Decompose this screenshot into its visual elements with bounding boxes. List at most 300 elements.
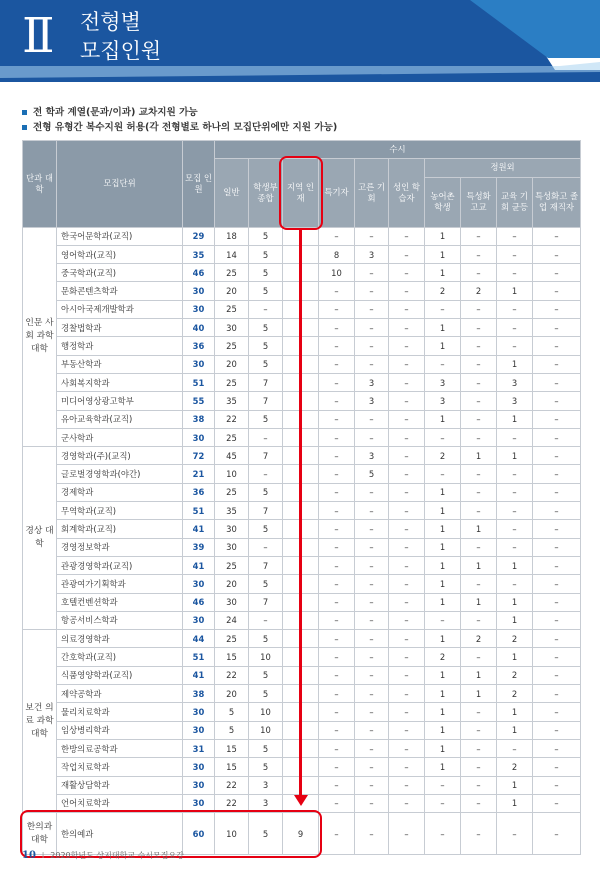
value-cell: – bbox=[533, 264, 581, 282]
value-cell: – bbox=[355, 758, 389, 776]
unit-name: 무역학과(교직) bbox=[57, 502, 183, 520]
value-cell: 5 bbox=[249, 666, 283, 684]
value-cell: – bbox=[461, 355, 497, 373]
unit-name: 문화콘텐츠학과 bbox=[57, 282, 183, 300]
total-cell: 30 bbox=[183, 355, 215, 373]
notes bbox=[22, 105, 337, 135]
value-cell: – bbox=[319, 373, 355, 391]
value-cell: 1 bbox=[497, 721, 533, 739]
value-cell: – bbox=[533, 300, 581, 318]
value-cell: 3 bbox=[249, 794, 283, 812]
value-cell: – bbox=[461, 575, 497, 593]
value-cell: 20 bbox=[215, 282, 249, 300]
value-cell: 5 bbox=[249, 758, 283, 776]
value-cell: 22 bbox=[215, 794, 249, 812]
value-cell: 3 bbox=[355, 373, 389, 391]
note-item: 전형 유형간 복수지원 허용(각 전형별로 하나의 모집단위에만 지원 가능) bbox=[22, 120, 337, 135]
value-cell: – bbox=[533, 611, 581, 629]
value-cell: – bbox=[425, 300, 461, 318]
value-cell: 1 bbox=[425, 575, 461, 593]
value-cell: 3 bbox=[355, 447, 389, 465]
value-cell: – bbox=[461, 611, 497, 629]
value-cell: 5 bbox=[249, 282, 283, 300]
value-cell: – bbox=[461, 337, 497, 355]
value-cell: – bbox=[533, 447, 581, 465]
value-cell: – bbox=[389, 520, 425, 538]
value-cell: – bbox=[461, 428, 497, 446]
value-cell: – bbox=[533, 355, 581, 373]
title-line-1: 전형별 bbox=[80, 10, 141, 34]
value-cell: – bbox=[319, 337, 355, 355]
value-cell: 30 bbox=[215, 593, 249, 611]
value-cell: – bbox=[319, 319, 355, 337]
value-cell: – bbox=[355, 685, 389, 703]
unit-name: 유아교육학과(교직) bbox=[57, 410, 183, 428]
value-cell: – bbox=[355, 648, 389, 666]
value-cell: 3 bbox=[249, 776, 283, 794]
value-cell: 2 bbox=[461, 630, 497, 648]
value-cell: 7 bbox=[249, 373, 283, 391]
value-cell: – bbox=[389, 685, 425, 703]
value-cell: 5 bbox=[249, 575, 283, 593]
value-cell: – bbox=[497, 813, 533, 855]
value-cell: – bbox=[461, 758, 497, 776]
value-cell: 1 bbox=[425, 245, 461, 263]
value-cell: 1 bbox=[425, 337, 461, 355]
unit-name: 임상병리학과 bbox=[57, 721, 183, 739]
unit-name: 경영정보학과 bbox=[57, 538, 183, 556]
header-col-general: 일반 bbox=[215, 159, 249, 227]
value-cell: 1 bbox=[425, 410, 461, 428]
value-cell: 5 bbox=[249, 520, 283, 538]
value-cell: 1 bbox=[425, 556, 461, 574]
unit-name: 사회복지학과 bbox=[57, 373, 183, 391]
header-jeongwonoe: 정원외 bbox=[425, 159, 581, 177]
value-cell: – bbox=[461, 538, 497, 556]
total-cell: 30 bbox=[183, 300, 215, 318]
header-col-holistic: 학생부 종합 bbox=[249, 159, 283, 227]
value-cell: – bbox=[389, 575, 425, 593]
total-cell: 21 bbox=[183, 465, 215, 483]
total-cell: 31 bbox=[183, 739, 215, 757]
value-cell: – bbox=[461, 813, 497, 855]
value-cell: 5 bbox=[249, 739, 283, 757]
value-cell: 5 bbox=[249, 227, 283, 245]
value-cell: 1 bbox=[425, 593, 461, 611]
unit-name: 한방의료공학과 bbox=[57, 739, 183, 757]
value-cell: 1 bbox=[425, 483, 461, 501]
total-cell: 51 bbox=[183, 648, 215, 666]
value-cell: – bbox=[355, 776, 389, 794]
value-cell: – bbox=[389, 337, 425, 355]
value-cell: – bbox=[461, 373, 497, 391]
value-cell: 18 bbox=[215, 227, 249, 245]
value-cell: 35 bbox=[215, 392, 249, 410]
value-cell: – bbox=[249, 611, 283, 629]
value-cell: 3 bbox=[497, 373, 533, 391]
value-cell: – bbox=[497, 245, 533, 263]
value-cell: – bbox=[249, 538, 283, 556]
value-cell: 5 bbox=[249, 355, 283, 373]
header-susi: 수시 bbox=[215, 141, 581, 159]
value-cell: 15 bbox=[215, 758, 249, 776]
value-cell: – bbox=[497, 337, 533, 355]
value-cell: 1 bbox=[425, 227, 461, 245]
value-cell: – bbox=[389, 593, 425, 611]
unit-name: 아시아국제개발학과 bbox=[57, 300, 183, 318]
value-cell: – bbox=[319, 794, 355, 812]
value-cell: 30 bbox=[215, 538, 249, 556]
value-cell: 5 bbox=[249, 630, 283, 648]
value-cell: – bbox=[389, 465, 425, 483]
value-cell: – bbox=[497, 502, 533, 520]
value-cell: – bbox=[497, 428, 533, 446]
total-cell: 72 bbox=[183, 447, 215, 465]
value-cell: 1 bbox=[497, 776, 533, 794]
value-cell: – bbox=[389, 703, 425, 721]
value-cell: – bbox=[319, 813, 355, 855]
total-cell: 35 bbox=[183, 245, 215, 263]
value-cell: 1 bbox=[497, 703, 533, 721]
value-cell: – bbox=[461, 300, 497, 318]
value-cell: – bbox=[319, 355, 355, 373]
value-cell: – bbox=[533, 721, 581, 739]
total-cell: 41 bbox=[183, 666, 215, 684]
value-cell: – bbox=[355, 538, 389, 556]
value-cell: – bbox=[355, 575, 389, 593]
header-col-vocational: 특성화 고교 bbox=[461, 177, 497, 227]
value-cell: 10 bbox=[249, 721, 283, 739]
total-cell: 55 bbox=[183, 392, 215, 410]
value-cell: – bbox=[319, 300, 355, 318]
bullet-square-icon bbox=[22, 125, 27, 130]
value-cell: – bbox=[355, 593, 389, 611]
value-cell: – bbox=[355, 556, 389, 574]
total-cell: 44 bbox=[183, 630, 215, 648]
value-cell: – bbox=[389, 648, 425, 666]
value-cell: 3 bbox=[355, 392, 389, 410]
value-cell: – bbox=[389, 794, 425, 812]
value-cell: 5 bbox=[249, 319, 283, 337]
college-cell: 경상 대학 bbox=[23, 447, 57, 630]
total-cell: 30 bbox=[183, 776, 215, 794]
value-cell: – bbox=[355, 227, 389, 245]
value-cell: – bbox=[533, 428, 581, 446]
value-cell: – bbox=[319, 666, 355, 684]
value-cell: – bbox=[425, 355, 461, 373]
college-cell: 보건 의료 과학 대학 bbox=[23, 630, 57, 813]
unit-name: 한의예과 bbox=[57, 813, 183, 855]
total-cell: 38 bbox=[183, 685, 215, 703]
value-cell: – bbox=[319, 502, 355, 520]
value-cell: – bbox=[425, 794, 461, 812]
value-cell: 1 bbox=[425, 758, 461, 776]
unit-name: 경제학과 bbox=[57, 483, 183, 501]
value-cell: 1 bbox=[461, 556, 497, 574]
value-cell: – bbox=[533, 483, 581, 501]
value-cell: – bbox=[319, 611, 355, 629]
value-cell: 5 bbox=[355, 465, 389, 483]
value-cell: – bbox=[389, 282, 425, 300]
value-cell: – bbox=[497, 227, 533, 245]
value-cell: 1 bbox=[497, 410, 533, 428]
value-cell: 15 bbox=[215, 739, 249, 757]
bullet-square-icon bbox=[22, 110, 27, 115]
value-cell: – bbox=[389, 373, 425, 391]
total-cell: 38 bbox=[183, 410, 215, 428]
value-cell: 22 bbox=[215, 410, 249, 428]
value-cell: 5 bbox=[215, 703, 249, 721]
header-total: 모집 인원 bbox=[183, 141, 215, 228]
total-cell: 51 bbox=[183, 373, 215, 391]
unit-name: 군사학과 bbox=[57, 428, 183, 446]
value-cell: – bbox=[389, 758, 425, 776]
value-cell: – bbox=[389, 447, 425, 465]
header-col-edu-equity: 교육 기회 균등 bbox=[497, 177, 533, 227]
value-cell: – bbox=[497, 264, 533, 282]
value-cell: – bbox=[355, 611, 389, 629]
value-cell: – bbox=[319, 410, 355, 428]
value-cell: – bbox=[319, 648, 355, 666]
value-cell: – bbox=[389, 227, 425, 245]
value-cell: 1 bbox=[425, 721, 461, 739]
value-cell: – bbox=[533, 392, 581, 410]
value-cell: – bbox=[355, 337, 389, 355]
unit-name: 제약공학과 bbox=[57, 685, 183, 703]
value-cell: – bbox=[355, 410, 389, 428]
value-cell: 9 bbox=[283, 813, 319, 855]
value-cell: – bbox=[389, 721, 425, 739]
value-cell: – bbox=[425, 813, 461, 855]
value-cell: – bbox=[389, 666, 425, 684]
value-cell: – bbox=[355, 300, 389, 318]
value-cell: 1 bbox=[497, 593, 533, 611]
value-cell: – bbox=[319, 721, 355, 739]
value-cell: 22 bbox=[215, 776, 249, 794]
value-cell: – bbox=[533, 648, 581, 666]
value-cell: – bbox=[533, 520, 581, 538]
header-unit: 모집단위 bbox=[57, 141, 183, 228]
value-cell: 45 bbox=[215, 447, 249, 465]
value-cell: 1 bbox=[425, 264, 461, 282]
value-cell: – bbox=[497, 319, 533, 337]
value-cell: 35 bbox=[215, 502, 249, 520]
title-line-2: 모집인원 bbox=[80, 39, 162, 63]
value-cell: 3 bbox=[497, 392, 533, 410]
value-cell: 25 bbox=[215, 264, 249, 282]
value-cell: 24 bbox=[215, 611, 249, 629]
value-cell: 7 bbox=[249, 556, 283, 574]
note-item: 전 학과 계열(문과/이과) 교차지원 가능 bbox=[22, 105, 337, 120]
value-cell: 7 bbox=[249, 447, 283, 465]
value-cell: – bbox=[533, 630, 581, 648]
value-cell: – bbox=[355, 502, 389, 520]
value-cell: – bbox=[319, 685, 355, 703]
value-cell: – bbox=[355, 739, 389, 757]
value-cell: 1 bbox=[497, 648, 533, 666]
value-cell: – bbox=[319, 520, 355, 538]
value-cell: – bbox=[533, 502, 581, 520]
value-cell: 2 bbox=[425, 648, 461, 666]
value-cell: 10 bbox=[249, 703, 283, 721]
value-cell: – bbox=[461, 739, 497, 757]
value-cell: 30 bbox=[215, 319, 249, 337]
value-cell: 1 bbox=[425, 703, 461, 721]
value-cell: – bbox=[389, 483, 425, 501]
value-cell: – bbox=[319, 227, 355, 245]
total-cell: 36 bbox=[183, 483, 215, 501]
value-cell: – bbox=[249, 428, 283, 446]
value-cell: 20 bbox=[215, 355, 249, 373]
value-cell: – bbox=[319, 465, 355, 483]
footer-text: 2020학년도 상지대학교 수시모집요강 bbox=[50, 851, 184, 860]
value-cell: – bbox=[319, 630, 355, 648]
value-cell: – bbox=[461, 410, 497, 428]
value-cell: – bbox=[389, 264, 425, 282]
page-title bbox=[80, 8, 161, 66]
value-cell: – bbox=[497, 538, 533, 556]
value-cell: – bbox=[533, 556, 581, 574]
value-cell: – bbox=[533, 813, 581, 855]
value-cell: – bbox=[533, 575, 581, 593]
value-cell: – bbox=[461, 264, 497, 282]
unit-name: 회계학과(교직) bbox=[57, 520, 183, 538]
total-cell: 29 bbox=[183, 227, 215, 245]
value-cell: – bbox=[355, 630, 389, 648]
unit-name: 글로벌경영학과(야간) bbox=[57, 465, 183, 483]
value-cell: 20 bbox=[215, 685, 249, 703]
value-cell: 20 bbox=[215, 575, 249, 593]
total-cell: 30 bbox=[183, 703, 215, 721]
value-cell: – bbox=[461, 483, 497, 501]
value-cell: – bbox=[389, 611, 425, 629]
value-cell: 15 bbox=[215, 648, 249, 666]
value-cell: – bbox=[389, 245, 425, 263]
value-cell: 1 bbox=[425, 502, 461, 520]
total-cell: 40 bbox=[183, 319, 215, 337]
value-cell: – bbox=[355, 319, 389, 337]
value-cell: 10 bbox=[215, 813, 249, 855]
total-cell: 30 bbox=[183, 428, 215, 446]
value-cell: 1 bbox=[425, 739, 461, 757]
total-cell: 41 bbox=[183, 520, 215, 538]
value-cell: 1 bbox=[461, 666, 497, 684]
college-cell: 인문 사회 과학 대학 bbox=[23, 227, 57, 447]
value-cell: 1 bbox=[497, 355, 533, 373]
value-cell: – bbox=[497, 575, 533, 593]
value-cell: – bbox=[355, 813, 389, 855]
value-cell: – bbox=[389, 776, 425, 794]
value-cell: – bbox=[425, 611, 461, 629]
unit-name: 물리치료학과 bbox=[57, 703, 183, 721]
value-cell: 25 bbox=[215, 483, 249, 501]
value-cell: – bbox=[319, 776, 355, 794]
value-cell: 5 bbox=[249, 685, 283, 703]
value-cell: – bbox=[533, 538, 581, 556]
value-cell: – bbox=[425, 465, 461, 483]
value-cell: – bbox=[497, 483, 533, 501]
value-cell: 25 bbox=[215, 337, 249, 355]
value-cell: – bbox=[319, 392, 355, 410]
footer bbox=[22, 850, 184, 861]
unit-name: 항공서비스학과 bbox=[57, 611, 183, 629]
header-col-rural: 농어촌 학생 bbox=[425, 177, 461, 227]
value-cell: – bbox=[389, 538, 425, 556]
value-cell: 5 bbox=[249, 337, 283, 355]
value-cell: – bbox=[319, 758, 355, 776]
value-cell: – bbox=[533, 227, 581, 245]
total-cell: 41 bbox=[183, 556, 215, 574]
value-cell: 5 bbox=[249, 264, 283, 282]
header-banner bbox=[0, 0, 600, 82]
total-cell: 30 bbox=[183, 575, 215, 593]
value-cell: 2 bbox=[425, 282, 461, 300]
value-cell: 1 bbox=[461, 685, 497, 703]
value-cell: – bbox=[355, 520, 389, 538]
value-cell: – bbox=[355, 355, 389, 373]
value-cell: 1 bbox=[497, 556, 533, 574]
value-cell: – bbox=[249, 465, 283, 483]
value-cell: – bbox=[249, 300, 283, 318]
value-cell: 8 bbox=[319, 245, 355, 263]
value-cell: 5 bbox=[249, 813, 283, 855]
header-col-regional: 지역 인재 bbox=[283, 159, 319, 227]
header-col-adult-learner: 성인 학습자 bbox=[389, 159, 425, 227]
value-cell: – bbox=[355, 666, 389, 684]
total-cell: 60 bbox=[183, 813, 215, 855]
value-cell: – bbox=[319, 739, 355, 757]
value-cell: – bbox=[497, 739, 533, 757]
value-cell: – bbox=[389, 630, 425, 648]
unit-name: 경찰법학과 bbox=[57, 319, 183, 337]
value-cell: – bbox=[319, 556, 355, 574]
unit-name: 재활상담학과 bbox=[57, 776, 183, 794]
value-cell: 30 bbox=[215, 520, 249, 538]
value-cell: 10 bbox=[249, 648, 283, 666]
value-cell: – bbox=[533, 465, 581, 483]
value-cell: 1 bbox=[497, 794, 533, 812]
college-cell: 한의과 대학 bbox=[23, 813, 57, 855]
value-cell: – bbox=[389, 410, 425, 428]
value-cell: – bbox=[461, 648, 497, 666]
value-cell: – bbox=[461, 392, 497, 410]
unit-name: 미디어영상광고학부 bbox=[57, 392, 183, 410]
unit-name: 중국학과(교직) bbox=[57, 264, 183, 282]
value-cell: – bbox=[355, 428, 389, 446]
unit-name: 작업치료학과 bbox=[57, 758, 183, 776]
value-cell: – bbox=[389, 556, 425, 574]
header-col-special-talent: 특기자 bbox=[319, 159, 355, 227]
value-cell: – bbox=[319, 575, 355, 593]
value-cell: 10 bbox=[319, 264, 355, 282]
value-cell: – bbox=[355, 794, 389, 812]
value-cell: 1 bbox=[497, 611, 533, 629]
total-cell: 30 bbox=[183, 794, 215, 812]
value-cell: – bbox=[389, 428, 425, 446]
header-col-equal-opportunity: 고른 기회 bbox=[355, 159, 389, 227]
value-cell: – bbox=[319, 703, 355, 721]
value-cell: – bbox=[497, 520, 533, 538]
arrow-line bbox=[299, 230, 302, 796]
value-cell: 25 bbox=[215, 630, 249, 648]
value-cell: – bbox=[389, 392, 425, 410]
value-cell: 1 bbox=[461, 447, 497, 465]
total-cell: 30 bbox=[183, 611, 215, 629]
value-cell: 5 bbox=[215, 721, 249, 739]
unit-name: 관광여가기획학과 bbox=[57, 575, 183, 593]
value-cell: 2 bbox=[497, 666, 533, 684]
value-cell: – bbox=[461, 776, 497, 794]
